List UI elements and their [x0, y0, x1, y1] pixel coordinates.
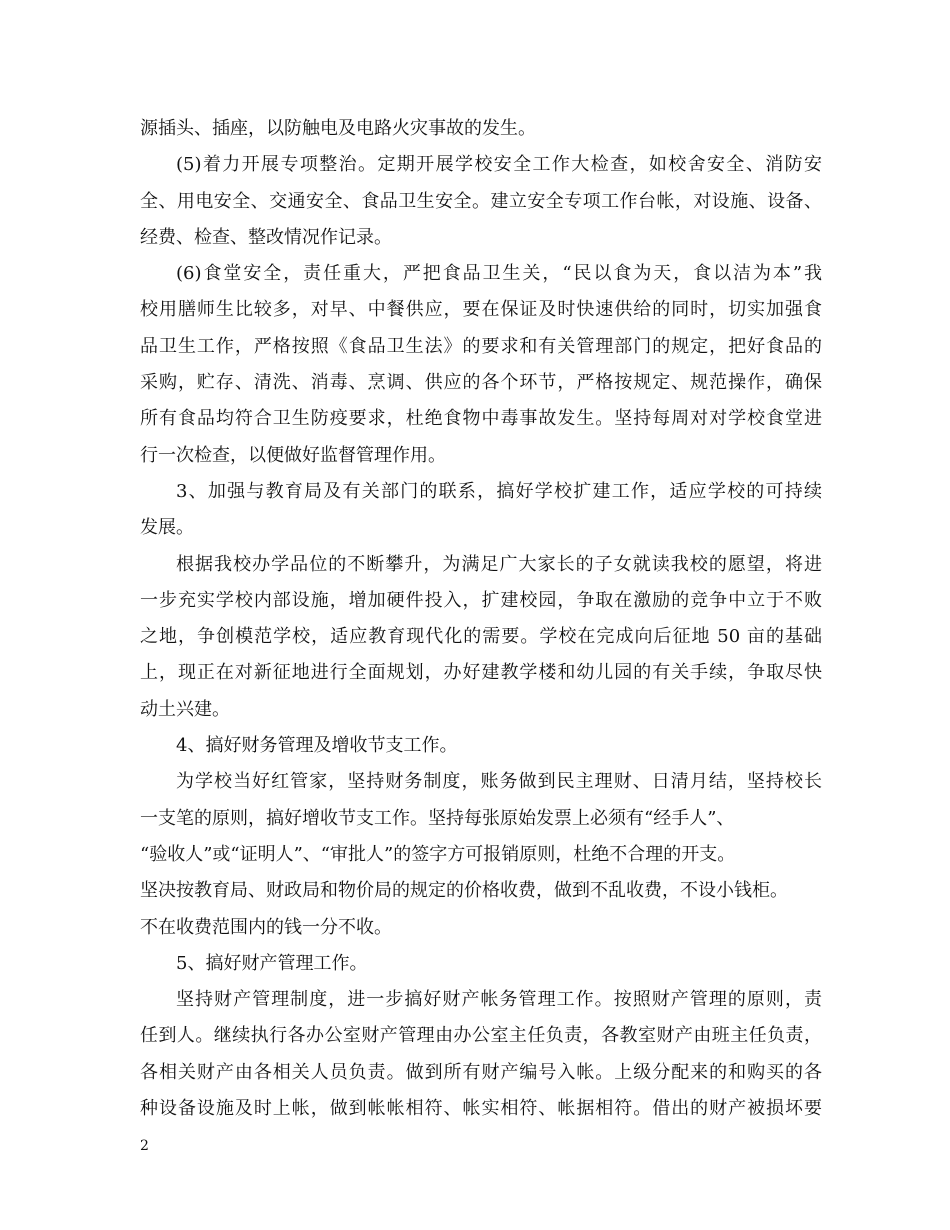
text-line: 坚持财产管理制度，进一步搞好财产帐务管理工作。按照财产管理的原则，责 [176, 989, 822, 1011]
text-line: 经费、检查、整改情况作记录。 [140, 226, 392, 248]
text-line: 全、用电安全、交通安全、食品卫生安全。建立安全专项工作台帐，对设施、设备、 [140, 190, 822, 212]
text-line: 校用膳师生比较多，对早、中餐供应，要在保证及时快速供给的同时，切实加强食 [140, 299, 822, 321]
text-line: 采购，贮存、清洗、消毒、烹调、供应的各个环节，严格按规定、规范操作，确保 [140, 372, 822, 394]
text-line: 任到人。继续执行各办公室财产管理由办公室主任负责，各教室财产由班主任负责， [140, 1025, 822, 1047]
text-line: (5)着力开展专项整治。定期开展学校安全工作大检查，如校舍安全、消防安 [176, 154, 822, 176]
text-line: 各相关财产由各相关人员负责。做到所有财产编号入帐。上级分配来的和购买的各 [140, 1061, 822, 1083]
text-line: 坚决按教育局、财政局和物价局的规定的价格收费，做到不乱收费，不设小钱柜。 [140, 880, 788, 902]
text-line: 品卫生工作，严格按照《食品卫生法》的要求和有关管理部门的规定，把好食品的 [140, 335, 822, 357]
text-line: 之地，争创模范学校，适应教育现代化的需要。学校在完成向后征地 50 亩的基础 [140, 626, 822, 648]
text-line: 一步充实学校内部设施，增加硬件投入，扩建校园，争取在激励的竞争中立于不败 [140, 589, 822, 611]
section-heading: 发展。 [140, 517, 194, 539]
page-number: 2 [140, 1138, 149, 1154]
text-line: 不在收费范围内的钱一分不收。 [140, 916, 392, 938]
text-line: 种设备设施及时上帐，做到帐帐相符、帐实相符、帐据相符。借出的财产被损坏要 [140, 1098, 822, 1120]
text-line: 所有食品均符合卫生防疫要求，杜绝食物中毒事故发生。坚持每周对对学校食堂进 [140, 408, 822, 430]
text-line: 根据我校办学品位的不断攀升，为满足广大家长的子女就读我校的愿望，将进 [176, 553, 822, 575]
text-line: 源插头、插座，以防触电及电路火灾事故的发生。 [140, 118, 536, 139]
section-heading: 5、搞好财产管理工作。 [176, 952, 368, 974]
text-line: 上，现正在对新征地进行全面规划，办好建教学楼和幼儿园的有关手续，争取尽快 [140, 662, 822, 684]
section-heading: 4、搞好财务管理及增收节支工作。 [176, 735, 458, 757]
section-heading: 3、加强与教育局及有关部门的联系，搞好学校扩建工作，适应学校的可持续 [176, 480, 822, 502]
text-line: 行一次检查，以便做好监督管理作用。 [140, 444, 446, 466]
text-line: 为学校当好红管家，坚持财务制度，账务做到民主理财、日清月结，坚持校长 [176, 771, 822, 793]
text-line: 动土兴建。 [140, 698, 230, 720]
text-line: 一支笔的原则，搞好增收节支工作。坚持每张原始发票上必须有“经手人”、 [140, 807, 735, 829]
text-line: “验收人”或“证明人”、“审批人”的签字方可报销原则，杜绝不合理的开支。 [140, 843, 736, 865]
text-line: (6)食堂安全，责任重大，严把食品卫生关，“民以食为天，食以洁为本”我 [176, 263, 822, 285]
document-body [140, 111, 822, 1127]
